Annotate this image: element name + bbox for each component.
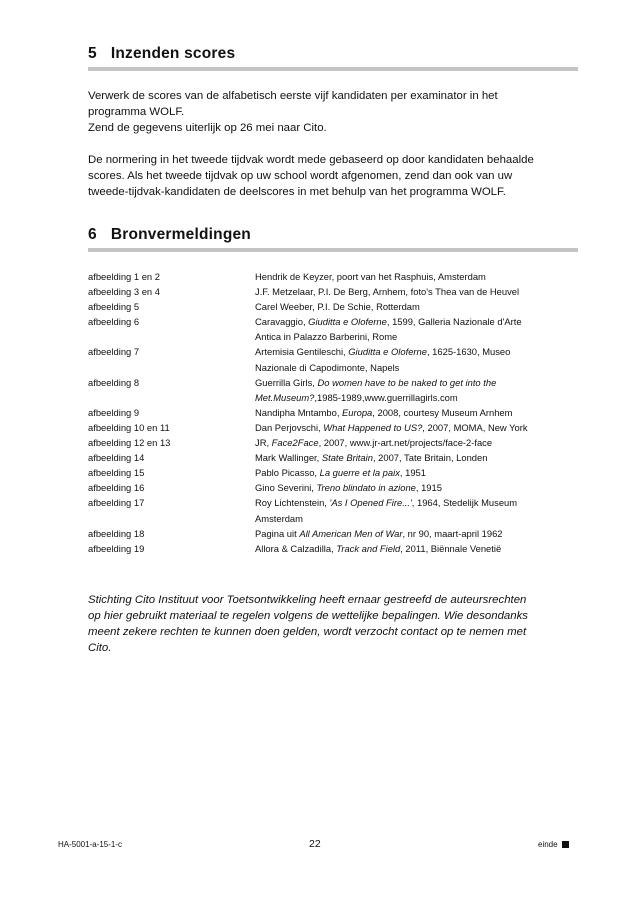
reference-source xyxy=(255,344,580,374)
reference-line xyxy=(255,526,580,541)
reference-label: afbeelding 7 xyxy=(88,346,140,358)
reference-label: afbeelding 12 en 13 xyxy=(88,437,171,449)
end-marker xyxy=(538,840,569,849)
reference-line xyxy=(255,360,580,375)
reference-title: 'As I Opened Fire...' xyxy=(329,497,412,509)
end-label: einde xyxy=(538,840,558,849)
reference-item xyxy=(88,541,580,556)
reference-source xyxy=(255,269,580,284)
reference-title: Do women have to be naked to get into the xyxy=(317,376,497,388)
reference-title: Face2Face xyxy=(271,437,319,449)
document-code: HA-5001-a-15-1-c xyxy=(58,840,123,849)
reference-label: afbeelding 8 xyxy=(88,376,140,388)
reference-text: Artemisia Gentileschi, xyxy=(255,346,349,358)
reference-source xyxy=(255,526,580,541)
reference-label: afbeelding 15 xyxy=(88,467,145,479)
reference-item xyxy=(88,495,580,525)
reference-text: Hendrik de Keyzer, poort van het Rasphuis, Amsterdam xyxy=(255,271,486,282)
reference-line xyxy=(255,329,580,344)
paragraph-line: Verwerk de scores van de alfabetisch eerste vijf kandidaten per examinator in het xyxy=(88,90,498,102)
reference-title: Treno blindato in azione xyxy=(316,482,416,494)
reference-line xyxy=(255,269,580,284)
reference-label: afbeelding 14 xyxy=(88,452,145,464)
page-number: 22 xyxy=(309,838,321,850)
reference-label: afbeelding 19 xyxy=(88,542,145,554)
reference-text: Gino Severini, xyxy=(255,482,317,494)
reference-source xyxy=(255,435,580,450)
reference-text: Pagina uit xyxy=(255,527,300,539)
reference-title: Met.Museum? xyxy=(255,391,315,403)
reference-text: , nr 90, maart-april 1962 xyxy=(402,527,503,539)
reference-line xyxy=(255,480,580,495)
reference-item xyxy=(88,405,580,420)
reference-line xyxy=(255,344,580,359)
reference-label: afbeelding 17 xyxy=(88,497,145,509)
reference-source xyxy=(255,314,580,344)
paragraph-line: Zend de gegevens uiterlijk op 26 mei naar Cito. xyxy=(88,122,327,134)
copyright-disclaimer xyxy=(88,592,580,656)
reference-item xyxy=(88,284,580,299)
reference-source xyxy=(255,450,580,465)
section-5-paragraph-1 xyxy=(88,88,580,136)
reference-item xyxy=(88,465,580,480)
paragraph-line: scores. Als het tweede tijdvak op uw school wordt afgenomen, zend dan ook van uw xyxy=(88,170,513,182)
reference-item xyxy=(88,299,580,314)
paragraph-line: tweede-tijdvak-kandidaten de deelscores in met behulp van het programma WOLF. xyxy=(88,186,506,198)
end-square-icon xyxy=(562,841,569,848)
reference-text: Nandipha Mntambo, xyxy=(255,406,343,418)
reference-text: , 2008, courtesy Museum Arnhem xyxy=(372,406,513,418)
reference-source xyxy=(255,284,580,299)
reference-title: La guerre et la paix xyxy=(319,467,400,479)
reference-text: ,1985-1989,www.guerrillagirls.com xyxy=(314,391,458,403)
reference-list xyxy=(88,269,580,556)
reference-text: Dan Perjovschi, xyxy=(255,421,324,433)
reference-item xyxy=(88,375,580,405)
reference-text: J.F. Metzelaar, P.I. De Berg, Arnhem, foto's Thea van de Heuvel xyxy=(255,286,520,298)
disclaimer-line: op hier gebruikt materiaal te regelen volgens de wettelijke bepalingen. Wie desondanks xyxy=(88,610,528,622)
reference-item xyxy=(88,269,580,284)
reference-text: , 2007, www.jr-art.net/projects/face-2-face xyxy=(318,437,493,449)
section-5-paragraph-2 xyxy=(88,152,580,200)
reference-title: State Britain xyxy=(321,452,373,464)
reference-label: afbeelding 10 en 11 xyxy=(88,421,170,433)
reference-item xyxy=(88,526,580,541)
reference-source xyxy=(255,420,580,435)
reference-line xyxy=(255,465,580,480)
reference-source xyxy=(255,495,580,525)
reference-text: , 1915 xyxy=(415,482,442,494)
reference-source xyxy=(255,541,580,556)
reference-line xyxy=(255,420,580,435)
reference-line xyxy=(255,495,580,510)
reference-label: afbeelding 3 en 4 xyxy=(88,286,160,298)
reference-text: Nazionale di Capodimonte, Napels xyxy=(255,361,400,373)
reference-label: afbeelding 16 xyxy=(88,482,145,494)
reference-item xyxy=(88,450,580,465)
reference-text: Mark Wallinger, xyxy=(255,452,322,464)
reference-line xyxy=(255,450,580,465)
reference-item xyxy=(88,480,580,495)
reference-line xyxy=(255,511,580,526)
reference-item xyxy=(88,435,580,450)
section-5-title: Inzenden scores xyxy=(110,45,236,62)
disclaimer-line: Cito. xyxy=(88,642,112,654)
reference-title: All American Men of War xyxy=(299,527,403,539)
reference-item xyxy=(88,344,580,374)
reference-text: Carel Weeber, P.I. De Schie, Rotterdam xyxy=(255,301,420,313)
reference-label: afbeelding 5 xyxy=(88,301,140,313)
section-5-number: 5 xyxy=(88,45,97,62)
reference-text: JR, xyxy=(255,437,272,449)
section-6-rule xyxy=(88,248,578,252)
section-6-title: Bronvermeldingen xyxy=(110,226,251,243)
reference-text: Pablo Picasso, xyxy=(255,467,320,479)
reference-text: Caravaggio, xyxy=(255,316,309,328)
section-6-heading xyxy=(88,226,578,244)
reference-text: , 2007, Tate Britain, Londen xyxy=(372,452,488,464)
reference-line xyxy=(255,375,580,390)
section-6-number: 6 xyxy=(88,226,97,243)
reference-text: , 1951 xyxy=(399,467,426,479)
reference-line xyxy=(255,435,580,450)
reference-title: Giuditta e Oloferne xyxy=(348,346,427,358)
reference-line xyxy=(255,405,580,420)
reference-text: Guerrilla Girls, xyxy=(255,376,318,388)
disclaimer-line: meent zekere rechten te kunnen doen gelden, wordt verzocht contact op te nemen met xyxy=(88,626,527,638)
reference-title: Giuditta e Oloferne xyxy=(308,316,387,328)
reference-line xyxy=(255,299,580,314)
reference-title: Track and Field xyxy=(336,542,401,554)
reference-source xyxy=(255,299,580,314)
reference-text: Allora & Calzadilla, xyxy=(255,542,337,554)
section-5-heading xyxy=(88,45,578,63)
disclaimer-line: Stichting Cito Instituut voor Toetsontwikkeling heeft ernaar gestreefd de auteursrechten xyxy=(88,594,527,606)
reference-item xyxy=(88,420,580,435)
reference-line xyxy=(255,541,580,556)
reference-text: , 2007, MOMA, New York xyxy=(422,421,528,433)
reference-line xyxy=(255,390,580,405)
reference-title: Europa xyxy=(342,406,373,418)
reference-title: What Happened to US? xyxy=(323,421,423,433)
section-5-rule xyxy=(88,67,578,71)
reference-line xyxy=(255,284,580,299)
reference-text: , 2011, Biënnale Venetië xyxy=(400,542,502,554)
reference-label: afbeelding 1 en 2 xyxy=(88,271,160,282)
paragraph-line: programma WOLF. xyxy=(88,106,185,118)
reference-text: , 1599, Galleria Nazionale d'Arte xyxy=(386,316,522,328)
reference-item xyxy=(88,314,580,344)
reference-source xyxy=(255,480,580,495)
reference-label: afbeelding 6 xyxy=(88,316,140,328)
paragraph-line: De normering in het tweede tijdvak wordt mede gebaseerd op door kandidaten behaalde xyxy=(88,154,534,166)
reference-source xyxy=(255,465,580,480)
reference-text: , 1625-1630, Museo xyxy=(426,346,511,358)
reference-text: Roy Lichtenstein, xyxy=(255,497,330,509)
reference-label: afbeelding 18 xyxy=(88,527,145,539)
reference-line xyxy=(255,314,580,329)
reference-source xyxy=(255,375,580,405)
reference-text: , 1964, Stedelijk Museum xyxy=(411,497,518,509)
reference-text: Antica in Palazzo Barberini, Rome xyxy=(255,331,398,343)
reference-label: afbeelding 9 xyxy=(88,406,140,418)
reference-source xyxy=(255,405,580,420)
reference-text: Amsterdam xyxy=(255,512,303,524)
